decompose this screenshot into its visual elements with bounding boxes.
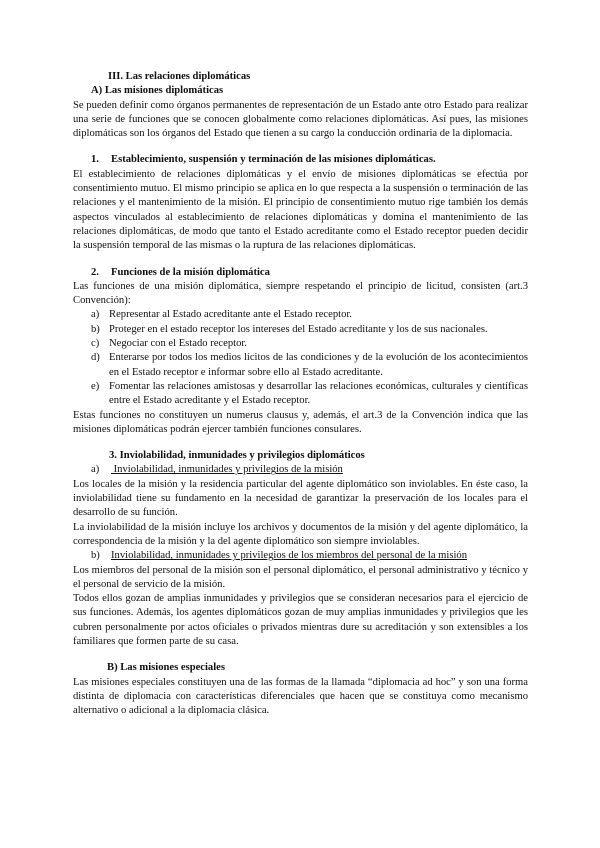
section-2-heading <box>73 266 528 280</box>
subsection-b-text: Las misiones especiales constituyen una de las formas de la llamada “diplomacia ad hoc” y son una forma distinta de diplomacia con características diferenciales que hacen que se constituya como mecanismo alternativo o adicional a la diplomacia clásica. <box>73 676 528 717</box>
section-3-title: 3. Inviolabilidad, inmunidades y privilegios diplomáticos <box>109 450 365 462</box>
list-marker: d) <box>91 352 100 364</box>
list-item <box>73 308 528 322</box>
section-2-number: 2. <box>91 266 99 278</box>
section-3b-heading <box>73 549 528 563</box>
list-marker: e) <box>91 380 100 392</box>
list-item <box>73 323 528 337</box>
section-3a-text-2: La inviolabilidad de la misión incluye los archivos y documentos de la misión y del agente diplomático, la correspondencia de la misión y la del agente diplomático son siempre inviolables. <box>73 521 528 547</box>
section-3b-title: Inviolabilidad, inmunidades y privilegios de los miembros del personal de la misión <box>111 550 468 562</box>
section-1-heading <box>73 153 528 167</box>
list-marker: b) <box>91 323 100 335</box>
subsection-b-title: B) Las misiones especiales <box>107 662 226 674</box>
section-3a-title: Inviolabilidad, inmunidades y privilegios de la misión <box>111 464 343 476</box>
section-2-text: Las funciones de una misión diplomática, siempre respetando el principio de licitud, consisten (art.3 Convención): <box>73 280 528 307</box>
section-1-text: El establecimiento de relaciones diplomáticas y el envío de misiones diplomáticas se efectúa por consentimiento mutuo. El mismo principio se aplica en lo que respecta a la suspensión o terminación de las relaciones y el mantenimiento de la misión. El principio de consentimiento mutuo rige también los demás aspectos vinculados al establecimiento de relaciones diplomáticas y domina el mantenimiento de las relaciones diplomáticas, de modo que tanto el Estado acreditante como el Estado receptor pueden decidir la suspensión temporal de las mismas o la ruptura de las relaciones diplomáticas. <box>73 168 528 252</box>
subsection-a-title: A) Las misiones diplomáticas <box>91 85 224 97</box>
section-1-title: Establecimiento, suspensión y terminación de las misiones diplomáticas. <box>111 154 436 166</box>
section-2-after-text: Estas funciones no constituyen un numerus clausus y, además, el art.3 de la Convención indica que las misiones diplomáticas podrán ejercer también funciones consulares. <box>73 409 528 435</box>
list-item-text: Representar al Estado acreditante ante el Estado receptor. <box>109 309 352 321</box>
list-marker: a) <box>91 309 100 321</box>
document-page <box>73 70 528 718</box>
list-item-text: Negociar con el Estado receptor. <box>109 338 247 350</box>
list-marker: c) <box>91 338 100 350</box>
list-item-text: Fomentar las relaciones amistosas y desarrollar las relaciones económicas, culturales y científicas entre el Estado acreditante y el Estado receptor. <box>109 380 528 407</box>
section-3b-marker: b) <box>91 550 100 562</box>
section-3a-heading <box>73 463 528 477</box>
list-item-text: Proteger en el estado receptor los intereses del Estado acreditante y los de sus nacionales. <box>109 323 488 335</box>
section-3b-text-1: Los miembros del personal de la misión son el personal diplomático, el personal administrativo y técnico y el personal de servicio de la misión. <box>73 564 528 590</box>
section-title: III. Las relaciones diplomáticas <box>108 71 251 82</box>
section-3b-text-2: Todos ellos gozan de amplias inmunidades y privilegios que se consideran necesarios para el ejercicio de sus funciones. Además, los agentes diplomáticos gozan de muy amplias inmunidades y privilegios que les cubren personalmente por actos oficiales o privados mientras dure su acreditación y son extensibles a los familiares que formen parte de su casa. <box>73 593 528 647</box>
list-item <box>73 351 528 380</box>
section-3a-marker: a) <box>91 464 100 476</box>
list-item-text: Enterarse por todos los medios lícitos de las condiciones y de la evolución de los acontecimientos en el Estado receptor e informar sobre ello al Estado acreditante. <box>109 352 528 378</box>
section-1-number: 1. <box>91 154 99 166</box>
list-item <box>73 337 528 351</box>
section-2-title: Funciones de la misión diplomática <box>111 266 270 278</box>
functions-list <box>73 308 528 408</box>
section-3a-text-1: Los locales de la misión y la residencia particular del agente diplomático son inviolables. En éste caso, la inviolabilidad tiene su fundamento en la necesidad de garantizar la preservación de los locales para el desarrollo de su función. <box>73 478 528 519</box>
list-item <box>73 380 528 409</box>
intro-paragraph: Se pueden definir como órganos permanentes de representación de un Estado ante otro Estado para realizar una serie de funciones que se conocen globalmente como relaciones diplomáticas. Así pues, las misiones diplomáticas son los órganos del Estado que tienen a su cargo la conducción ordinaria de la diplomacia. <box>73 99 528 140</box>
